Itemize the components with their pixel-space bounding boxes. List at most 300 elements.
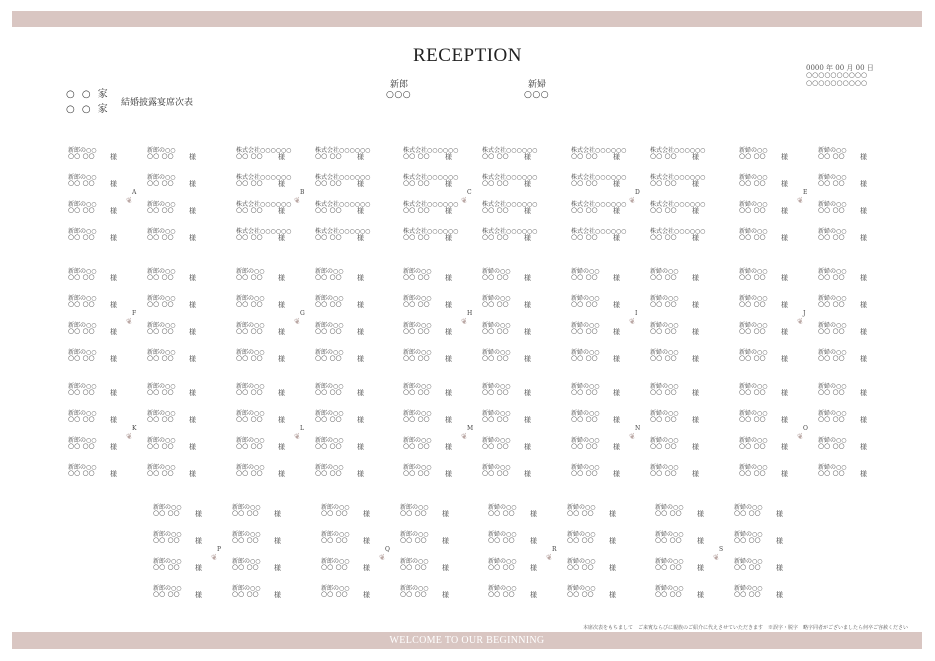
guest-relation: 新婦の○○ bbox=[739, 147, 768, 154]
guest-entry bbox=[818, 462, 884, 478]
guest-company: 株式会社○○○○○○ bbox=[403, 228, 459, 235]
guest-entry bbox=[482, 320, 548, 336]
guest-relation: 新郎の○○ bbox=[147, 437, 176, 444]
guest-name: ○○ ○○ bbox=[68, 179, 95, 187]
guest-entry bbox=[315, 408, 381, 424]
guest-entry bbox=[482, 408, 548, 424]
guest-relation: 新婦の○○ bbox=[567, 558, 596, 565]
guest-honorific: 様 bbox=[524, 416, 531, 424]
guest-name: ○○ ○○ bbox=[68, 327, 95, 335]
guest-name: ○○ ○○ bbox=[567, 536, 594, 544]
guest-honorific: 様 bbox=[110, 274, 117, 282]
guest-name: ○○ ○○ bbox=[232, 590, 259, 598]
guest-relation: 新郎の○○ bbox=[236, 437, 265, 444]
guest-company: 株式会社○○○○○○ bbox=[315, 201, 371, 208]
guest-entry bbox=[68, 172, 134, 188]
guest-honorific: 様 bbox=[613, 443, 620, 451]
guest-entry bbox=[655, 502, 721, 518]
guest-honorific: 様 bbox=[442, 537, 449, 545]
guest-name: ○○ ○○ bbox=[315, 152, 342, 160]
table-label: K bbox=[132, 424, 137, 432]
guest-entry bbox=[403, 293, 469, 309]
guest-name: ○○ ○○ bbox=[818, 327, 845, 335]
guest-relation: 新郎の○○ bbox=[403, 295, 432, 302]
guest-entry bbox=[315, 266, 381, 282]
guest-relation: 新郎の○○ bbox=[147, 322, 176, 329]
guest-honorific: 様 bbox=[278, 234, 285, 242]
guest-honorific: 様 bbox=[860, 153, 867, 161]
guest-relation: 新郎の○○ bbox=[147, 228, 176, 235]
guest-entry bbox=[567, 529, 633, 545]
guest-company: 株式会社○○○○○○ bbox=[571, 174, 627, 181]
leaf-icon: ❦ bbox=[627, 315, 638, 327]
guest-honorific: 様 bbox=[445, 153, 452, 161]
guest-entry bbox=[739, 347, 805, 363]
guest-entry bbox=[482, 172, 548, 188]
guest-entry bbox=[232, 502, 298, 518]
leaf-icon: ❦ bbox=[459, 430, 470, 442]
guest-name: ○○ ○○ bbox=[571, 233, 598, 241]
guest-entry bbox=[403, 199, 469, 215]
guest-relation: 新婦の○○ bbox=[567, 585, 596, 592]
table-label: G bbox=[300, 309, 305, 317]
guest-name: ○○ ○○ bbox=[315, 469, 342, 477]
guest-entry bbox=[650, 293, 716, 309]
guest-honorific: 様 bbox=[781, 389, 788, 397]
guest-entry bbox=[68, 462, 134, 478]
leaf-icon: ❦ bbox=[627, 430, 638, 442]
guest-entry bbox=[400, 529, 466, 545]
guest-entry bbox=[482, 293, 548, 309]
guest-name: ○○ ○○ bbox=[571, 179, 598, 187]
guest-relation: 新婦の○○ bbox=[818, 268, 847, 275]
guest-entry bbox=[315, 347, 381, 363]
guest-entry bbox=[68, 408, 134, 424]
guest-relation: 新婦の○○ bbox=[739, 383, 768, 390]
guest-name: ○○ ○○ bbox=[571, 152, 598, 160]
guest-honorific: 様 bbox=[357, 234, 364, 242]
leaf-icon: ❦ bbox=[292, 315, 303, 327]
guest-entry bbox=[482, 199, 548, 215]
guest-relation: 新婦の○○ bbox=[650, 383, 679, 390]
guest-honorific: 様 bbox=[609, 564, 616, 572]
guest-relation: 新郎の○○ bbox=[68, 201, 97, 208]
guest-honorific: 様 bbox=[189, 389, 196, 397]
guest-entry bbox=[818, 381, 884, 397]
guest-relation: 新婦の○○ bbox=[650, 322, 679, 329]
guest-entry bbox=[236, 293, 302, 309]
guest-relation: 新郎の○○ bbox=[403, 464, 432, 471]
guest-entry bbox=[818, 293, 884, 309]
guest-entry bbox=[818, 266, 884, 282]
guest-name: ○○ ○○ bbox=[236, 273, 263, 281]
seating-chart-title: 結婚披露宴席次表 bbox=[121, 98, 194, 108]
guest-name: ○○ ○○ bbox=[650, 206, 677, 214]
guest-honorific: 様 bbox=[278, 180, 285, 188]
guest-entry bbox=[147, 266, 213, 282]
guest-name: ○○ ○○ bbox=[236, 415, 263, 423]
guest-relation: 新婦の○○ bbox=[650, 295, 679, 302]
guest-relation: 新婦の○○ bbox=[739, 437, 768, 444]
bride-label: 新婦 bbox=[528, 80, 547, 90]
guest-relation: 新婦の○○ bbox=[739, 464, 768, 471]
guest-relation: 新婦の○○ bbox=[571, 383, 600, 390]
guest-entry bbox=[68, 435, 134, 451]
table-label: I bbox=[635, 309, 638, 317]
guest-name: ○○ ○○ bbox=[571, 415, 598, 423]
guest-name: ○○ ○○ bbox=[482, 354, 509, 362]
guest-relation: 新郎の○○ bbox=[236, 295, 265, 302]
guest-name: ○○ ○○ bbox=[403, 300, 430, 308]
guest-relation: 新婦の○○ bbox=[571, 410, 600, 417]
guest-relation: 新郎の○○ bbox=[147, 383, 176, 390]
guest-honorific: 様 bbox=[781, 234, 788, 242]
guest-name: ○○ ○○ bbox=[232, 536, 259, 544]
guest-entry bbox=[571, 320, 637, 336]
guest-name: ○○ ○○ bbox=[734, 509, 761, 517]
guest-relation: 新婦の○○ bbox=[739, 295, 768, 302]
guest-honorific: 様 bbox=[530, 510, 537, 518]
table-label: A bbox=[132, 188, 137, 196]
leaf-icon: ❦ bbox=[711, 551, 722, 563]
guest-relation: 新郎の○○ bbox=[236, 268, 265, 275]
guest-honorific: 様 bbox=[357, 274, 364, 282]
guest-honorific: 様 bbox=[189, 328, 196, 336]
guest-honorific: 様 bbox=[860, 470, 867, 478]
leaf-icon: ❦ bbox=[124, 430, 135, 442]
guest-name: ○○ ○○ bbox=[153, 536, 180, 544]
footer-banner: WELCOME TO OUR BEGINNING bbox=[389, 635, 545, 646]
guest-honorific: 様 bbox=[609, 591, 616, 599]
guest-company: 株式会社○○○○○○ bbox=[571, 228, 627, 235]
guest-name: ○○ ○○ bbox=[482, 469, 509, 477]
guest-honorific: 様 bbox=[613, 416, 620, 424]
guest-honorific: 様 bbox=[357, 416, 364, 424]
guest-entry bbox=[147, 226, 213, 242]
guest-entry bbox=[571, 435, 637, 451]
guest-entry bbox=[734, 556, 800, 572]
guest-honorific: 様 bbox=[613, 207, 620, 215]
guest-name: ○○ ○○ bbox=[321, 563, 348, 571]
guest-honorific: 様 bbox=[613, 234, 620, 242]
guest-relation: 新婦の○○ bbox=[818, 174, 847, 181]
guest-honorific: 様 bbox=[274, 510, 281, 518]
guest-entry bbox=[571, 462, 637, 478]
guest-honorific: 様 bbox=[781, 274, 788, 282]
guest-name: ○○ ○○ bbox=[818, 179, 845, 187]
guest-name: ○○ ○○ bbox=[650, 388, 677, 396]
guest-relation: 新婦の○○ bbox=[818, 349, 847, 356]
guest-name: ○○ ○○ bbox=[236, 442, 263, 450]
guest-company: 株式会社○○○○○○ bbox=[650, 228, 706, 235]
guest-name: ○○ ○○ bbox=[571, 469, 598, 477]
guest-name: ○○ ○○ bbox=[567, 590, 594, 598]
guest-name: ○○ ○○ bbox=[315, 442, 342, 450]
guest-entry bbox=[739, 381, 805, 397]
guest-name: ○○ ○○ bbox=[68, 152, 95, 160]
guest-honorific: 様 bbox=[524, 234, 531, 242]
guest-relation: 新婦の○○ bbox=[739, 174, 768, 181]
guest-name: ○○ ○○ bbox=[488, 590, 515, 598]
guest-honorific: 様 bbox=[110, 207, 117, 215]
guest-entry bbox=[68, 145, 134, 161]
guest-entry bbox=[739, 145, 805, 161]
guest-relation: 新郎の○○ bbox=[147, 295, 176, 302]
guest-name: ○○ ○○ bbox=[818, 233, 845, 241]
guest-relation: 新婦の○○ bbox=[567, 504, 596, 511]
guest-entry bbox=[315, 435, 381, 451]
guest-relation: 新郎の○○ bbox=[236, 410, 265, 417]
guest-entry bbox=[818, 320, 884, 336]
guest-honorific: 様 bbox=[445, 416, 452, 424]
guest-relation: 新婦の○○ bbox=[739, 268, 768, 275]
guest-name: ○○ ○○ bbox=[482, 300, 509, 308]
guest-relation: 新婦の○○ bbox=[739, 349, 768, 356]
guest-honorific: 様 bbox=[697, 537, 704, 545]
guest-relation: 新郎の○○ bbox=[236, 322, 265, 329]
guest-entry bbox=[571, 226, 637, 242]
guest-honorific: 様 bbox=[445, 207, 452, 215]
guest-company: 株式会社○○○○○○ bbox=[403, 201, 459, 208]
guest-entry bbox=[403, 435, 469, 451]
table-label: J bbox=[803, 309, 806, 317]
guest-entry bbox=[650, 199, 716, 215]
guest-name: ○○ ○○ bbox=[739, 233, 766, 241]
table-label: F bbox=[132, 309, 137, 317]
guest-entry bbox=[147, 199, 213, 215]
guest-name: ○○ ○○ bbox=[482, 233, 509, 241]
guest-honorific: 様 bbox=[442, 591, 449, 599]
guest-name: ○○ ○○ bbox=[68, 442, 95, 450]
guest-relation: 新婦の○○ bbox=[818, 410, 847, 417]
guest-name: ○○ ○○ bbox=[236, 206, 263, 214]
leaf-icon: ❦ bbox=[627, 194, 638, 206]
guest-name: ○○ ○○ bbox=[236, 300, 263, 308]
guest-entry bbox=[482, 381, 548, 397]
guest-relation: 新郎の○○ bbox=[153, 585, 182, 592]
guest-name: ○○ ○○ bbox=[68, 273, 95, 281]
guest-name: ○○ ○○ bbox=[147, 327, 174, 335]
guest-entry bbox=[818, 145, 884, 161]
guest-name: ○○ ○○ bbox=[400, 509, 427, 517]
guest-entry bbox=[739, 435, 805, 451]
guest-relation: 新郎の○○ bbox=[400, 531, 429, 538]
guest-name: ○○ ○○ bbox=[571, 300, 598, 308]
guest-name: ○○ ○○ bbox=[567, 563, 594, 571]
guest-entry bbox=[571, 172, 637, 188]
guest-honorific: 様 bbox=[445, 328, 452, 336]
guest-name: ○○ ○○ bbox=[650, 415, 677, 423]
guest-honorific: 様 bbox=[609, 537, 616, 545]
guest-company: 株式会社○○○○○○ bbox=[403, 174, 459, 181]
guest-company: 株式会社○○○○○○ bbox=[650, 174, 706, 181]
guest-honorific: 様 bbox=[613, 470, 620, 478]
guest-honorific: 様 bbox=[860, 389, 867, 397]
guest-name: ○○ ○○ bbox=[739, 300, 766, 308]
guest-relation: 新郎の○○ bbox=[68, 464, 97, 471]
guest-relation: 新郎の○○ bbox=[400, 558, 429, 565]
guest-honorific: 様 bbox=[110, 153, 117, 161]
guest-honorific: 様 bbox=[189, 153, 196, 161]
guest-entry bbox=[567, 583, 633, 599]
guest-relation: 新郎の○○ bbox=[315, 410, 344, 417]
guest-name: ○○ ○○ bbox=[403, 469, 430, 477]
guest-entry bbox=[655, 583, 721, 599]
guest-relation: 新郎の○○ bbox=[68, 410, 97, 417]
guest-relation: 新郎の○○ bbox=[68, 174, 97, 181]
guest-company: 株式会社○○○○○○ bbox=[236, 174, 292, 181]
guest-entry bbox=[147, 408, 213, 424]
guest-honorific: 様 bbox=[524, 180, 531, 188]
guest-relation: 新婦の○○ bbox=[650, 410, 679, 417]
guest-honorific: 様 bbox=[442, 510, 449, 518]
guest-relation: 新婦の○○ bbox=[488, 504, 517, 511]
guest-honorific: 様 bbox=[781, 153, 788, 161]
guest-company: 株式会社○○○○○○ bbox=[315, 174, 371, 181]
guest-name: ○○ ○○ bbox=[739, 442, 766, 450]
guest-honorific: 様 bbox=[357, 301, 364, 309]
guest-name: ○○ ○○ bbox=[567, 509, 594, 517]
guest-name: ○○ ○○ bbox=[818, 273, 845, 281]
guest-relation: 新郎の○○ bbox=[315, 383, 344, 390]
table-label: Q bbox=[385, 545, 390, 553]
guest-relation: 新郎の○○ bbox=[236, 349, 265, 356]
leaf-icon: ❦ bbox=[124, 315, 135, 327]
guest-relation: 新郎の○○ bbox=[147, 147, 176, 154]
guest-honorific: 様 bbox=[189, 301, 196, 309]
guest-entry bbox=[236, 408, 302, 424]
guest-relation: 新郎の○○ bbox=[403, 322, 432, 329]
guest-relation: 新婦の○○ bbox=[818, 228, 847, 235]
guest-name: ○○ ○○ bbox=[403, 233, 430, 241]
guest-honorific: 様 bbox=[110, 234, 117, 242]
guest-name: ○○ ○○ bbox=[400, 563, 427, 571]
guest-entry bbox=[321, 529, 387, 545]
guest-honorific: 様 bbox=[860, 355, 867, 363]
guest-entry bbox=[739, 408, 805, 424]
guest-relation: 新婦の○○ bbox=[734, 531, 763, 538]
guest-name: ○○ ○○ bbox=[655, 563, 682, 571]
guest-honorific: 様 bbox=[189, 416, 196, 424]
guest-name: ○○ ○○ bbox=[153, 590, 180, 598]
guest-entry bbox=[650, 462, 716, 478]
guest-relation: 新郎の○○ bbox=[147, 349, 176, 356]
guest-entry bbox=[567, 502, 633, 518]
guest-honorific: 様 bbox=[445, 301, 452, 309]
guest-relation: 新婦の○○ bbox=[734, 585, 763, 592]
wedding-date: 0000 年 00 月 00 日 bbox=[806, 64, 874, 72]
guest-name: ○○ ○○ bbox=[315, 327, 342, 335]
guest-honorific: 様 bbox=[613, 328, 620, 336]
guest-honorific: 様 bbox=[860, 328, 867, 336]
guest-relation: 新郎の○○ bbox=[153, 531, 182, 538]
guest-entry bbox=[236, 172, 302, 188]
guest-entry bbox=[236, 462, 302, 478]
guest-entry bbox=[236, 145, 302, 161]
guest-name: ○○ ○○ bbox=[147, 354, 174, 362]
guest-entry bbox=[571, 145, 637, 161]
guest-relation: 新郎の○○ bbox=[153, 558, 182, 565]
guest-honorific: 様 bbox=[278, 355, 285, 363]
guest-entry bbox=[153, 502, 219, 518]
guest-entry bbox=[488, 556, 554, 572]
guest-company: 株式会社○○○○○○ bbox=[403, 147, 459, 154]
leaf-icon: ❦ bbox=[292, 430, 303, 442]
guest-honorific: 様 bbox=[110, 180, 117, 188]
guest-name: ○○ ○○ bbox=[236, 152, 263, 160]
guest-name: ○○ ○○ bbox=[400, 536, 427, 544]
guest-name: ○○ ○○ bbox=[321, 536, 348, 544]
guest-honorific: 様 bbox=[860, 234, 867, 242]
guest-honorific: 様 bbox=[445, 234, 452, 242]
guest-honorific: 様 bbox=[110, 470, 117, 478]
guest-relation: 新婦の○○ bbox=[818, 464, 847, 471]
guest-name: ○○ ○○ bbox=[236, 327, 263, 335]
guest-honorific: 様 bbox=[274, 537, 281, 545]
leaf-icon: ❦ bbox=[795, 315, 806, 327]
guest-honorific: 様 bbox=[524, 328, 531, 336]
guest-relation: 新婦の○○ bbox=[739, 201, 768, 208]
guest-entry bbox=[739, 266, 805, 282]
guest-honorific: 様 bbox=[692, 234, 699, 242]
guest-entry bbox=[571, 347, 637, 363]
guest-entry bbox=[315, 293, 381, 309]
guest-name: ○○ ○○ bbox=[739, 179, 766, 187]
guest-company: 株式会社○○○○○○ bbox=[482, 147, 538, 154]
guest-name: ○○ ○○ bbox=[147, 206, 174, 214]
guest-relation: 新郎の○○ bbox=[147, 174, 176, 181]
guest-entry bbox=[236, 266, 302, 282]
guest-entry bbox=[482, 226, 548, 242]
guest-entry bbox=[403, 462, 469, 478]
guest-entry bbox=[482, 435, 548, 451]
guest-name: ○○ ○○ bbox=[315, 206, 342, 214]
guest-company: 株式会社○○○○○○ bbox=[236, 228, 292, 235]
guest-honorific: 様 bbox=[445, 443, 452, 451]
guest-entry bbox=[403, 145, 469, 161]
guest-name: ○○ ○○ bbox=[68, 415, 95, 423]
guest-relation: 新婦の○○ bbox=[571, 464, 600, 471]
guest-name: ○○ ○○ bbox=[650, 300, 677, 308]
guest-name: ○○ ○○ bbox=[488, 509, 515, 517]
guest-name: ○○ ○○ bbox=[236, 179, 263, 187]
guest-relation: 新婦の○○ bbox=[482, 322, 511, 329]
guest-name: ○○ ○○ bbox=[68, 300, 95, 308]
guest-entry bbox=[147, 381, 213, 397]
guest-honorific: 様 bbox=[357, 443, 364, 451]
guest-name: ○○ ○○ bbox=[232, 563, 259, 571]
guest-relation: 新郎の○○ bbox=[68, 322, 97, 329]
guest-name: ○○ ○○ bbox=[650, 179, 677, 187]
guest-name: ○○ ○○ bbox=[68, 388, 95, 396]
table-label: R bbox=[552, 545, 557, 553]
guest-honorific: 様 bbox=[189, 234, 196, 242]
guest-entry bbox=[68, 199, 134, 215]
guest-honorific: 様 bbox=[363, 510, 370, 518]
guest-honorific: 様 bbox=[776, 564, 783, 572]
guest-relation: 新婦の○○ bbox=[482, 349, 511, 356]
guest-entry bbox=[236, 435, 302, 451]
guest-name: ○○ ○○ bbox=[571, 442, 598, 450]
guest-name: ○○ ○○ bbox=[147, 415, 174, 423]
guest-name: ○○ ○○ bbox=[403, 442, 430, 450]
guest-name: ○○ ○○ bbox=[403, 152, 430, 160]
guest-company: 株式会社○○○○○○ bbox=[236, 201, 292, 208]
leaf-icon: ❦ bbox=[377, 551, 388, 563]
guest-entry bbox=[650, 347, 716, 363]
guest-name: ○○ ○○ bbox=[236, 233, 263, 241]
leaf-icon: ❦ bbox=[544, 551, 555, 563]
